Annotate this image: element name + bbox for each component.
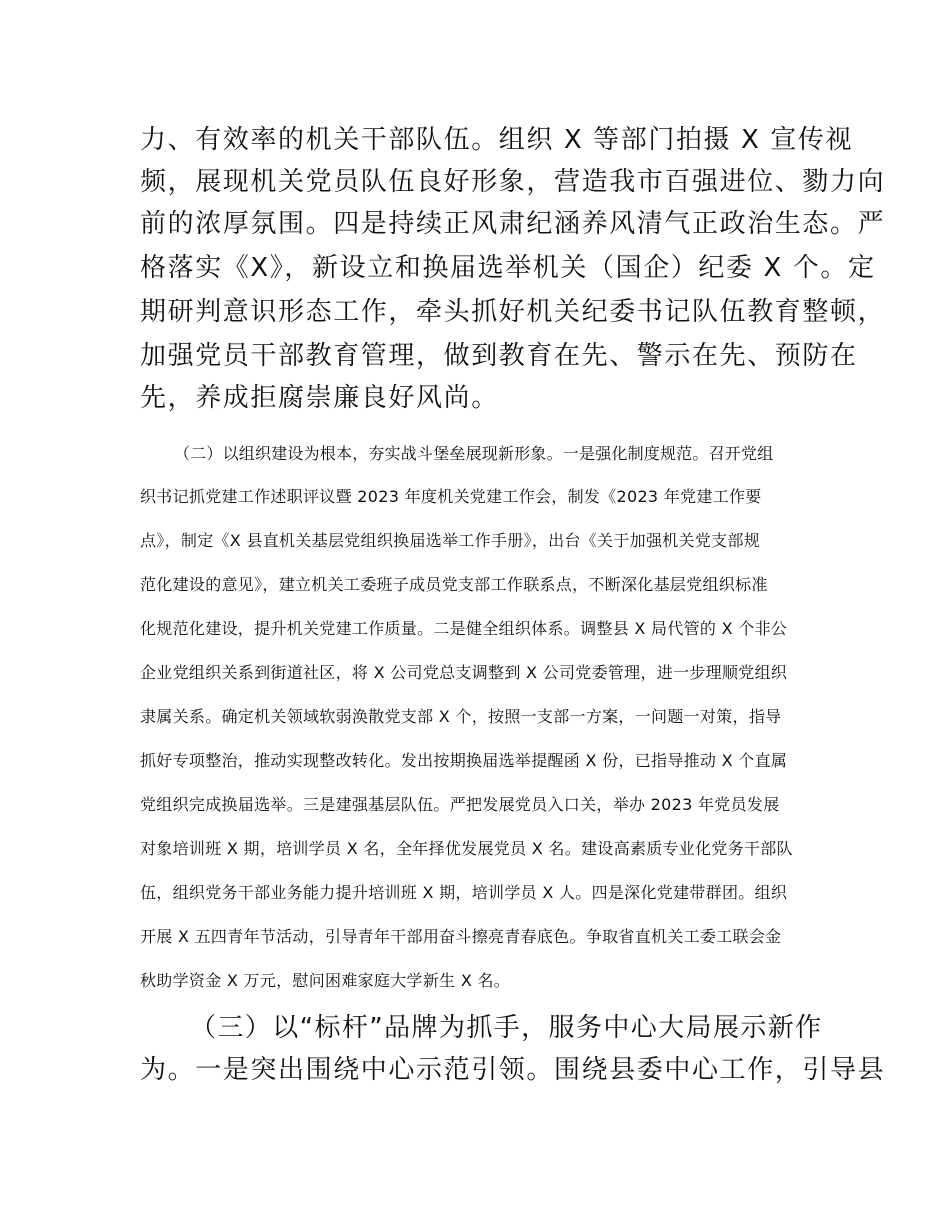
- text-line: 企业党组织关系到街道社区，将 X 公司党总支调整到 X 公司党委管理，进一步理顺党组织: [140, 663, 788, 682]
- text-line: 先，养成拒腐崇廉良好风尚。: [140, 383, 499, 413]
- text-line: 范化建设的意见》，建立机关工委班子成员党支部工作联系点，不断深化基层党组织标准: [140, 575, 768, 594]
- text-line: 化规范化建设，提升机关党建工作质量。二是健全组织体系。调整县 X 局代管的 X 个非公: [140, 619, 788, 638]
- text-line: 加强党员干部教育管理，做到教育在先、警示在先、预防在: [140, 341, 858, 371]
- text-line: 为。一是突出围绕中心示范引领。围绕县委中心工作，引导县: [140, 1055, 886, 1085]
- text-line: 隶属关系。确定机关领域软弱涣散党支部 X 个，按照一支部一方案，一问题一对策，指导: [140, 707, 782, 726]
- text-line: 抓好专项整治，推动实现整改转化。发出按期换届选举提醒函 X 份，已指导推动 X 个直属: [140, 751, 788, 770]
- text-line: 伍，组织党务干部业务能力提升培训班 X 期，培训学员 X 人。四是深化党建带群团。组织: [140, 883, 788, 902]
- text-line: 开展 X 五四青年节活动，引导青年干部用奋斗擦亮青春底色。争取省直机关工委工联会金: [140, 927, 782, 946]
- text-line: 党组织完成换届选举。三是建强基层队伍。严把发展党员入口关，举办 2023 年党员发展: [140, 795, 780, 814]
- text-line: 格落实《X》，新设立和换届选举机关（国企）纪委 X 个。定: [140, 253, 876, 283]
- text-line: 力、有效率的机关干部队伍。组织 X 等部门拍摄 X 宣传视: [140, 125, 854, 155]
- text-line: 前的浓厚氛围。四是持续正风肃纪涵养风清气正政治生态。严: [140, 209, 886, 239]
- text-line: （三）以“标杆”品牌为抓手，服务中心大局展示新作: [190, 1013, 823, 1043]
- text-line: 对象培训班 X 期，培训学员 X 名，全年择优发展党员 X 名。建设高素质专业化党务干部队: [140, 839, 793, 858]
- text-line: 织书记抓党建工作述职评议暨 2023 年度机关党建工作会，制发《2023 年党建工作要: [140, 487, 762, 506]
- text-line: 频，展现机关党员队伍良好形象，营造我市百强进位、勠力向: [140, 167, 886, 197]
- text-line: 点》，制定《X 县直机关基层党组织换届选举工作手册》，出台《关于加强机关党支部规: [140, 531, 761, 550]
- text-line: 秋助学资金 X 万元，慰问困难家庭大学新生 X 名。: [140, 971, 511, 990]
- text-line: （二）以组织建设为根本，夯实战斗堡垒展现新形象。一是强化制度规范。召开党组: [174, 444, 774, 463]
- text-line: 期研判意识形态工作，牵头抓好机关纪委书记队伍教育整顿，: [140, 297, 886, 327]
